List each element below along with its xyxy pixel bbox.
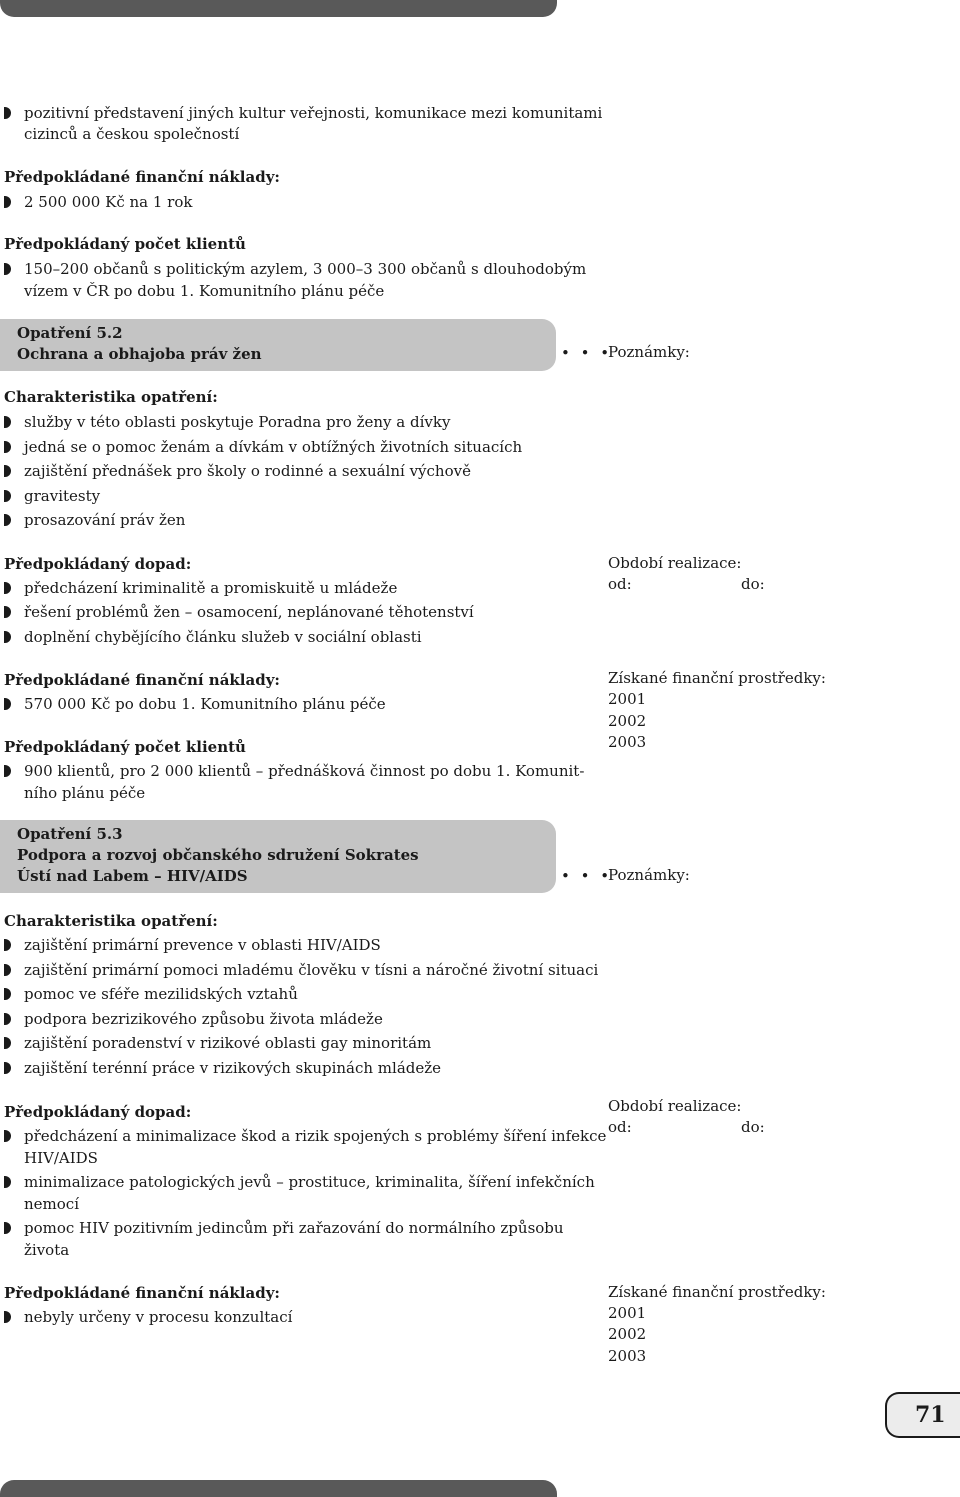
list-item: zajištění terénní práce v rizikových skupinách mládeže — [24, 1059, 442, 1077]
list-item-cont: života — [24, 1241, 70, 1259]
from-label: od: — [608, 1118, 632, 1136]
notes-label: Poznámky: — [608, 343, 690, 361]
list-item: předcházení kriminalitě a promiskuitě u mládeže — [24, 579, 398, 597]
measure-5-3-header — [0, 820, 556, 893]
costs-item: 570 000 Kč po dobu 1. Komunitního plánu péče — [24, 695, 386, 713]
intro-bullet-text: pozitivní představení jiných kultur veřejnosti, komunikace mezi komunitami — [24, 104, 603, 122]
funds-label: Získané finanční prostředky: — [608, 1283, 826, 1301]
intro-clients-heading: Předpokládaný počet klientů — [4, 235, 246, 253]
page-number: 71 — [885, 1392, 960, 1438]
top-decoration-bar — [0, 0, 557, 17]
clients-item: 900 klientů, pro 2 000 klientů – přednášková činnost po dobu 1. Komunit- — [24, 762, 585, 780]
list-item: pomoc HIV pozitivním jedincům při zařazování do normálního způsobu — [24, 1219, 564, 1237]
list-item: zajištění přednášek pro školy o rodinné a sexuální výchově — [24, 462, 471, 480]
period-label: Období realizace: — [608, 554, 742, 572]
measure-title: Podpora a rozvoj občanského sdružení Sokrates — [17, 846, 419, 864]
characteristics-heading: Charakteristika opatření: — [4, 912, 218, 930]
dots-icon: • • • — [561, 867, 613, 885]
intro-clients-item: 150–200 občanů s politickým azylem, 3 000–3 300 občanů s dlouhodobým — [24, 260, 587, 278]
year-2001: 2001 — [608, 690, 647, 708]
year-2003: 2003 — [608, 1347, 647, 1365]
year-2002: 2002 — [608, 1325, 647, 1343]
period-label: Období realizace: — [608, 1097, 742, 1115]
list-item: pomoc ve sféře mezilidských vztahů — [24, 985, 298, 1003]
list-item-cont: HIV/AIDS — [24, 1149, 98, 1167]
list-item: minimalizace patologických jevů – prostituce, kriminalita, šíření infekčních — [24, 1173, 595, 1191]
year-2003: 2003 — [608, 733, 647, 751]
measure-5-2-header — [0, 319, 556, 371]
to-label: do: — [741, 1118, 765, 1136]
intro-clients-item-cont: vízem v ČR po dobu 1. Komunitního plánu péče — [24, 282, 385, 300]
intro-bullet-text-cont: cizinců a českou společností — [24, 125, 240, 143]
list-item: řešení problémů žen – osamocení, neplánované těhotenství — [24, 603, 474, 621]
intro-costs-item: 2 500 000 Kč na 1 rok — [24, 193, 193, 211]
list-item: podpora bezrizikového způsobu života mládeže — [24, 1010, 383, 1028]
list-item: jedná se o pomoc ženám a dívkám v obtížných životních situacích — [24, 438, 523, 456]
funds-label: Získané finanční prostředky: — [608, 669, 826, 687]
impact-heading: Předpokládaný dopad: — [4, 1103, 192, 1121]
year-2002: 2002 — [608, 712, 647, 730]
list-item: předcházení a minimalizace škod a rizik spojených s problémy šíření infekce — [24, 1127, 607, 1145]
costs-heading: Předpokládané finanční náklady: — [4, 671, 280, 689]
list-item: gravitesty — [24, 487, 101, 505]
year-2001: 2001 — [608, 1304, 647, 1322]
list-item: služby v této oblasti poskytuje Poradna pro ženy a dívky — [24, 413, 451, 431]
from-label: od: — [608, 575, 632, 593]
clients-item-cont: ního plánu péče — [24, 784, 146, 802]
measure-title: Ochrana a obhajoba práv žen — [17, 345, 262, 363]
measure-title-cont: Ústí nad Labem – HIV/AIDS — [17, 867, 248, 885]
list-item: zajištění primární pomoci mladému člověku v tísni a náročné životní situaci — [24, 961, 599, 979]
impact-heading: Předpokládaný dopad: — [4, 555, 192, 573]
notes-label: Poznámky: — [608, 866, 690, 884]
list-item: zajištění primární prevence v oblasti HIV/AIDS — [24, 936, 381, 954]
to-label: do: — [741, 575, 765, 593]
list-item: zajištění poradenství v rizikové oblasti gay minoritám — [24, 1034, 432, 1052]
costs-item: nebyly určeny v procesu konzultací — [24, 1308, 293, 1326]
costs-heading: Předpokládané finanční náklady: — [4, 1284, 280, 1302]
list-item: doplnění chybějícího článku služeb v sociální oblasti — [24, 628, 422, 646]
measure-label: Opatření 5.2 — [17, 324, 123, 342]
intro-costs-heading: Předpokládané finanční náklady: — [4, 168, 280, 186]
characteristics-heading: Charakteristika opatření: — [4, 388, 218, 406]
clients-heading: Předpokládaný počet klientů — [4, 738, 246, 756]
dots-icon: • • • — [561, 344, 613, 362]
list-item-cont: nemocí — [24, 1195, 79, 1213]
bottom-decoration-bar — [0, 1480, 557, 1497]
list-item: prosazování práv žen — [24, 511, 186, 529]
measure-label: Opatření 5.3 — [17, 825, 123, 843]
